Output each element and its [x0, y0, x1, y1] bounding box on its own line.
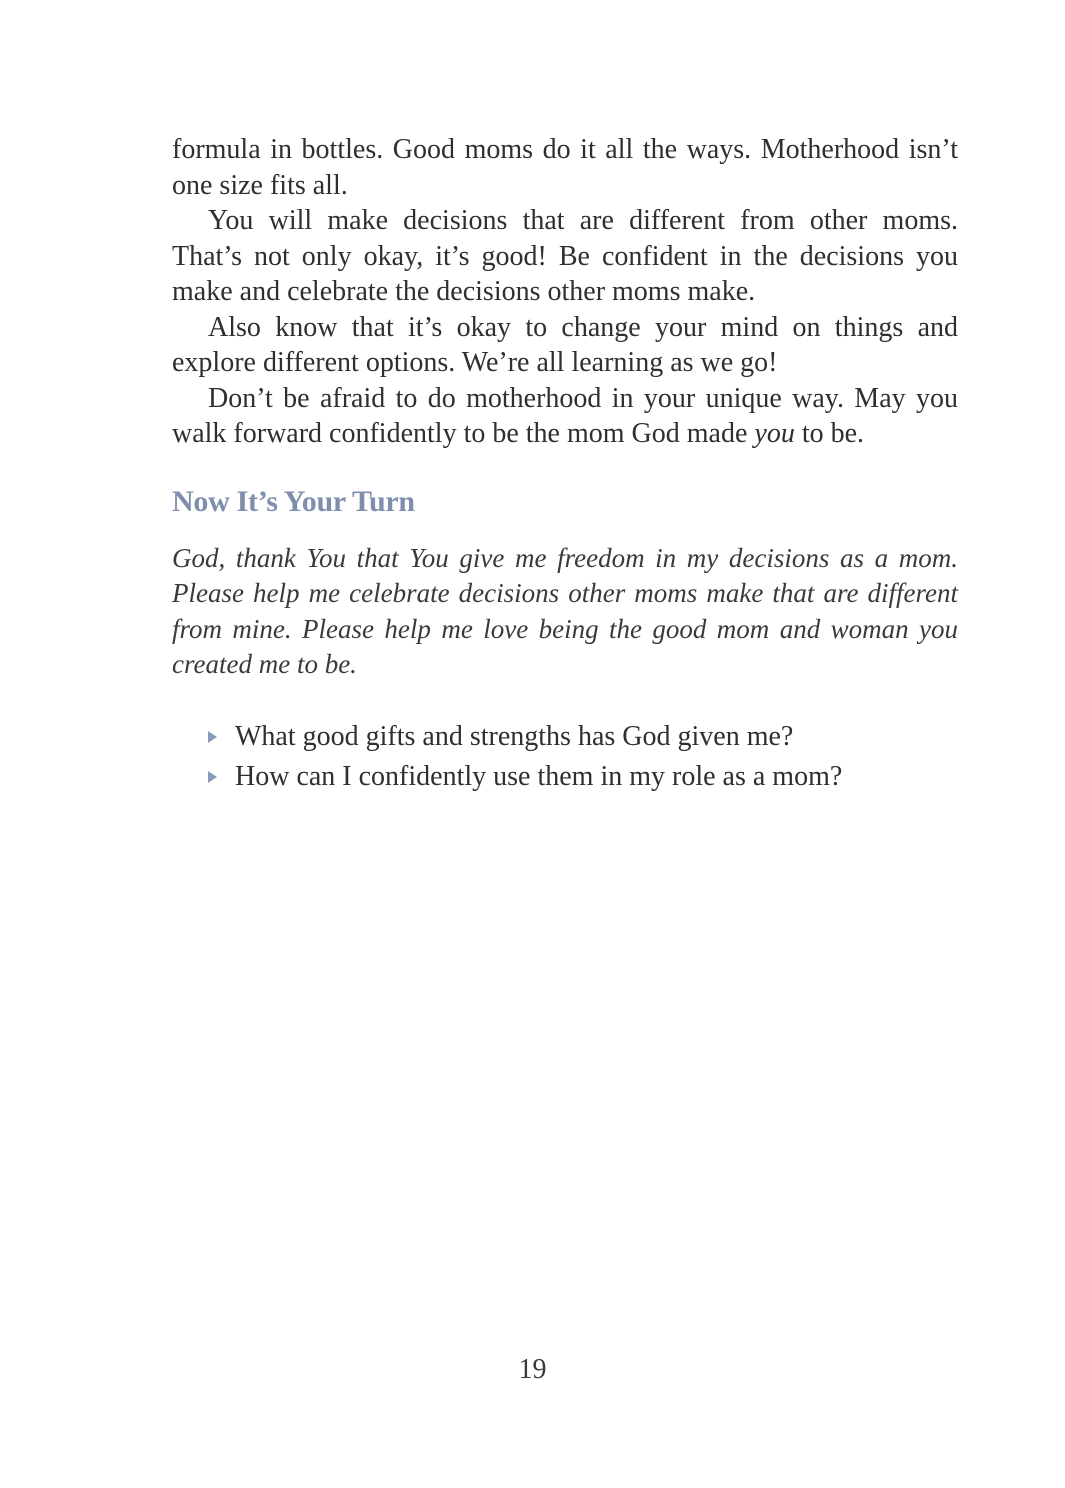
body-paragraph: [172, 381, 958, 452]
section-heading: Now It’s Your Turn: [172, 484, 415, 518]
page-content: [172, 132, 958, 797]
paragraph-text: You will make decisions that are different from other moms. That’s not only okay, it’s good! Be confident in the decisions you make and celebrate the decisions other moms make.: [172, 205, 958, 307]
emphasized-word: you: [754, 418, 795, 449]
question-text: What good gifts and strengths has God given me?: [235, 720, 794, 752]
paragraph-text: Also know that it’s okay to change your mind on things and explore different options. We’re all learning as we go!: [172, 311, 958, 378]
page-number: 19: [518, 1354, 547, 1385]
list-item: [208, 757, 958, 797]
question-list: [172, 717, 958, 797]
body-paragraph: [172, 203, 958, 310]
question-text: How can I confidently use them in my role as a mom?: [235, 760, 843, 792]
paragraph-text: to be.: [794, 418, 865, 449]
triangle-bullet-icon: [208, 771, 217, 783]
body-paragraph: [172, 310, 958, 381]
body-paragraph: [172, 132, 958, 203]
paragraph-text: Don’t be afraid to do motherhood in your unique way. May you walk forward confidently to be the mom God made: [172, 382, 958, 449]
list-item: [208, 717, 958, 757]
paragraph-text: formula in bottles. Good moms do it all the ways. Motherhood isn’t one size fits all.: [172, 134, 958, 201]
prayer-text: God, thank You that You give me freedom in my decisions as a mom. Please help me celebrate decisions other moms make that are different from mine. Please help me love being the good mom and woman you created me to be.: [172, 542, 958, 679]
triangle-bullet-icon: [208, 731, 217, 743]
